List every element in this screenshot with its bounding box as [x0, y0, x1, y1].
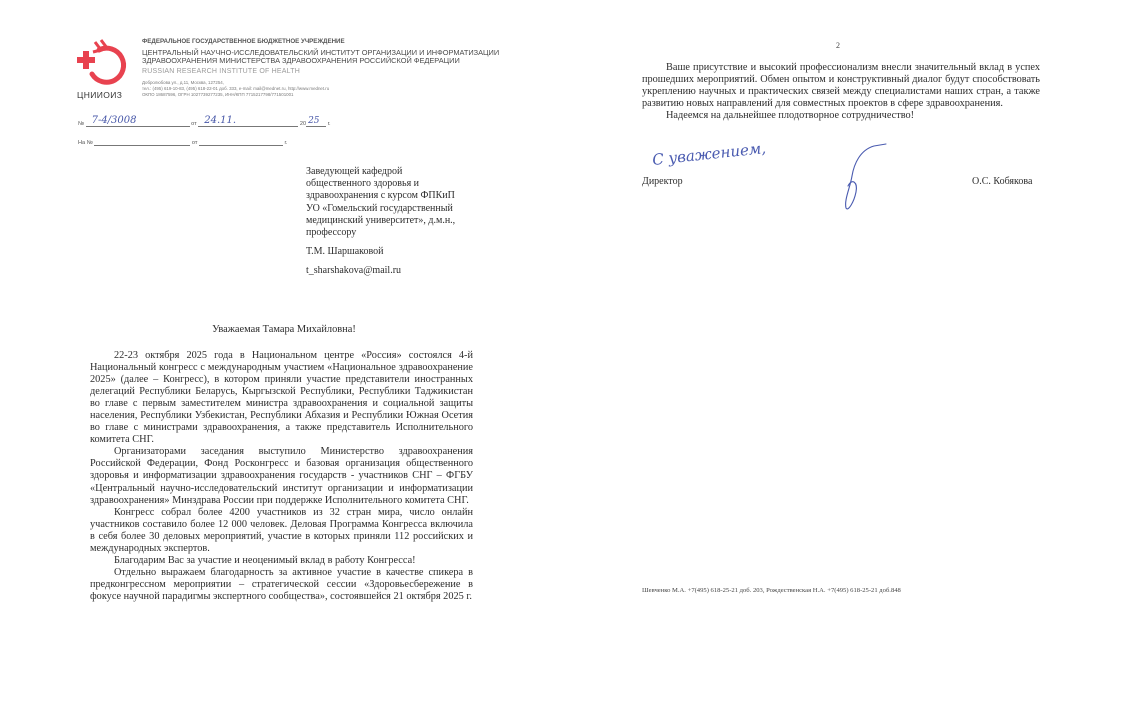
recipient-line: УО «Гомельский государственный [306, 202, 453, 214]
recipient-line: Заведующей кафедрой [306, 166, 403, 177]
outgoing-number-row [78, 117, 331, 127]
recipient-line: медицинский университет», д.м.н., [306, 214, 456, 226]
salutation: Уважаемая Тамара Михайловна! [212, 324, 356, 335]
handwritten-year: 25 [308, 116, 320, 126]
year-end: г. [327, 121, 331, 127]
org-codes: ОКПО 18687596, ОГРН 1027739277235, ИНН/КПП 7715217798/771501001 [142, 92, 294, 97]
reply-number-field [94, 136, 190, 146]
org-name-line2: ЗДРАВООХРАНЕНИЯ МИНИСТЕРСТВА ЗДРАВООХРАНЕНИЯ РОССИЙСКОЙ ФЕДЕРАЦИИ [142, 56, 460, 65]
recipient-line: профессору [306, 227, 357, 239]
org-contacts: тел.: (495) 619-10-83, (495) 618-22-01 доб. 333, e-mail: mail@mednet.ru, http://www.mednet.ru [142, 86, 330, 91]
org-name-line1: ЦЕНТРАЛЬНЫЙ НАУЧНО-ИССЛЕДОВАТЕЛЬСКИЙ ИНСТИТУТ ОРГАНИЗАЦИИ И ИНФОРМАТИЗАЦИИ [142, 48, 500, 57]
reply-date-field [199, 136, 283, 146]
year-field [306, 117, 326, 127]
recipient-line: общественного здоровья и [306, 178, 420, 190]
page-number: 2 [836, 41, 840, 50]
org-name-english: RUSSIAN RESEARCH INSTITUTE OF HEALTH [142, 68, 300, 75]
body-paragraph: Отдельно выражаем благодарность за активное участие в качестве спикера в предконгрессном мероприятии – стратегической сессии «Здоровьесбережение в фокусе научной парадигмы экспертного сообщества», состоявшейся 21 октября 2025 г. [90, 566, 473, 602]
reply-end: г. [284, 140, 288, 146]
handwritten-number: 7-4/3008 [91, 115, 137, 126]
handwritten-closing: С уважением, [651, 139, 767, 169]
recipient-line: здравоохранения с курсом ФПКиП [306, 190, 455, 202]
body-paragraph: Организаторами заседания выступило Министерство здравоохранения Российской Федерации, Фонд Росконгресс и базовая организация общественного здоровья и информатизации здравоохранения государств - участников СНГ – ФГБУ «Центральный научно-исследовательский институт организации и информатизации здравоохранения» Минздрава России при поддержке Исполнительного комитета СНГ. [90, 446, 473, 506]
org-type: ФЕДЕРАЛЬНОЕ ГОСУДАРСТВЕННОЕ БЮДЖЕТНОЕ УЧРЕЖДЕНИЕ [142, 38, 345, 45]
from-label: от [191, 121, 197, 127]
signer-name: О.С. Кобякова [972, 176, 1033, 187]
logo-text: ЦНИИОИЗ [77, 90, 123, 100]
recipient-email: t_sharshakova@mail.ru [306, 265, 402, 277]
signature-icon [830, 142, 890, 212]
signer-title: Директор [642, 176, 683, 187]
recipient-block [306, 166, 476, 278]
year-prefix: 20 [299, 121, 307, 127]
body-paragraph: Конгресс собрал более 4200 участников из 32 стран мира, число онлайн участников составило более 12 000 человек. Деловая Программа Конгресса включила в себя более 30 деловых мероприятий, участие в которых приняли 112 российских и международных экспертов. [90, 506, 473, 554]
letter-page-1 [0, 0, 560, 710]
number-field [86, 117, 190, 127]
letter-body-page-1 [90, 350, 473, 603]
reply-to-row [78, 136, 287, 146]
body-paragraph: Благодарим Вас за участие и неоценимый вклад в работу Конгресса! [114, 554, 416, 566]
letter-body-page-2 [642, 62, 1040, 122]
org-address: Добролюбова ул., д.11, Москва, 127254, [142, 80, 224, 85]
body-paragraph: Надеемся на дальнейшее плодотворное сотрудничество! [666, 110, 915, 122]
body-paragraph: Ваше присутствие и высокий профессионализм внесли значительный вклад в успех прошедших мероприятий. Обмен опытом и конструктивный диалог будут способствовать укреплению научных и практических связей между специалистами наших стран, а также развитию новых направлений для совместных проектов в сфере здравоохранения. [642, 62, 1040, 110]
executors-contacts: Шевченко М.А. +7(495) 618-25-21 доб. 203, Рождественская Н.А. +7(495) 618-25-21 доб.848 [642, 587, 901, 594]
handwritten-date: 24.11. [204, 115, 237, 126]
body-paragraph: 22-23 октября 2025 года в Национальном центре «Россия» состоялся 4-й Национальный конгресс с международным участием «Национальное здравоохранение 2025» (далее – Конгресс), в котором приняли участие представители иностранных делегаций Республики Беларусь, Кыргызской Республики, Республики Таджикистан во главе с первым заместителем министра здравоохранения и социальной защиты населения, Республики Узбекистан, Республики Абхазия и Республики Южная Осетия во главе с министрами здравоохранения, а также представитель Исполнительного комитета СНГ. [90, 350, 473, 446]
reply-from-label: от [191, 140, 198, 146]
number-label: № [78, 121, 85, 127]
date-field [198, 117, 298, 127]
reply-number-label: На № [78, 140, 93, 146]
recipient-name: Т.М. Шаршаковой [306, 246, 384, 258]
